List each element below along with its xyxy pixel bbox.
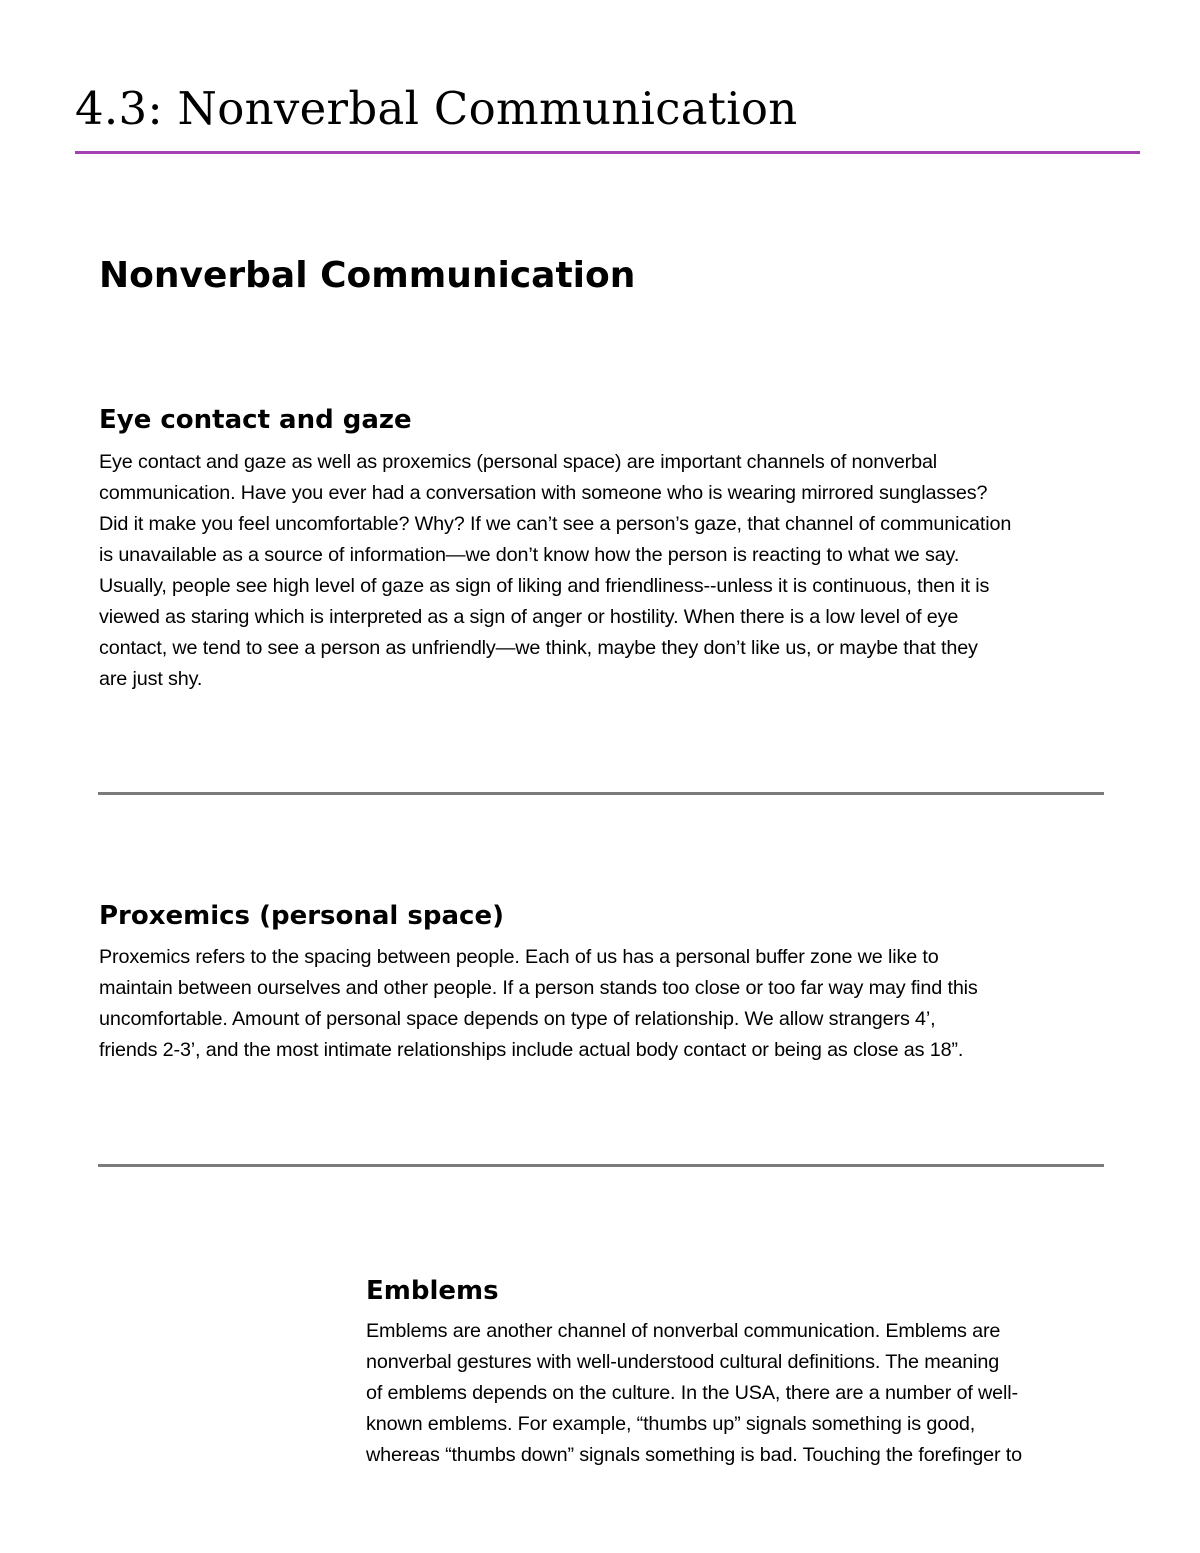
text-line: Proxemics refers to the spacing between people. Each of us has a personal buffer zone we like to [99, 946, 939, 968]
text-line: viewed as staring which is interpreted as a sign of anger or hostility. When there is a low level of eye [99, 606, 959, 628]
text-line: friends 2-3’, and the most intimate relationships include actual body contact or being as close as 18”. [99, 1039, 964, 1061]
emblems-heading: Emblems [366, 1276, 499, 1306]
eye-contact-heading: Eye contact and gaze [99, 405, 412, 435]
text-line: Did it make you feel uncomfortable? Why? If we can’t see a person’s gaze, that channel of communication [99, 513, 1012, 535]
text-line: are just shy. [99, 668, 203, 690]
text-line: Emblems are another channel of nonverbal communication. Emblems are [366, 1320, 1001, 1342]
proxemics-heading: Proxemics (personal space) [99, 901, 504, 931]
main-heading: Nonverbal Communication [99, 255, 636, 296]
section-divider [98, 792, 1104, 795]
text-line: communication. Have you ever had a conversation with someone who is wearing mirrored sunglasses? [99, 482, 988, 504]
text-line: maintain between ourselves and other people. If a person stands too close or too far way may find this [99, 977, 978, 999]
text-line: whereas “thumbs down” signals something is bad. Touching the forefinger to [366, 1444, 1022, 1466]
text-line: known emblems. For example, “thumbs up” signals something is good, [366, 1413, 976, 1435]
emblems-paragraph [366, 1316, 1106, 1471]
text-line: Usually, people see high level of gaze as sign of liking and friendliness--unless it is continuous, then it is [99, 575, 990, 597]
text-line: uncomfortable. Amount of personal space depends on type of relationship. We allow strangers 4’, [99, 1008, 936, 1030]
proxemics-paragraph [99, 942, 1109, 1066]
text-line: nonverbal gestures with well-understood cultural definitions. The meaning [366, 1351, 1000, 1373]
text-line: contact, we tend to see a person as unfriendly—we think, maybe they don’t like us, or maybe that they [99, 637, 978, 659]
title-underline [75, 151, 1140, 154]
eye-contact-paragraph [99, 447, 1109, 695]
text-line: of emblems depends on the culture. In the USA, there are a number of well- [366, 1382, 1018, 1404]
text-line: Eye contact and gaze as well as proxemics (personal space) are important channels of nonverbal [99, 451, 938, 473]
section-divider [98, 1164, 1104, 1167]
page-title: 4.3: Nonverbal Communication [75, 82, 798, 135]
text-line: is unavailable as a source of information—we don’t know how the person is reacting to what we say. [99, 544, 960, 566]
